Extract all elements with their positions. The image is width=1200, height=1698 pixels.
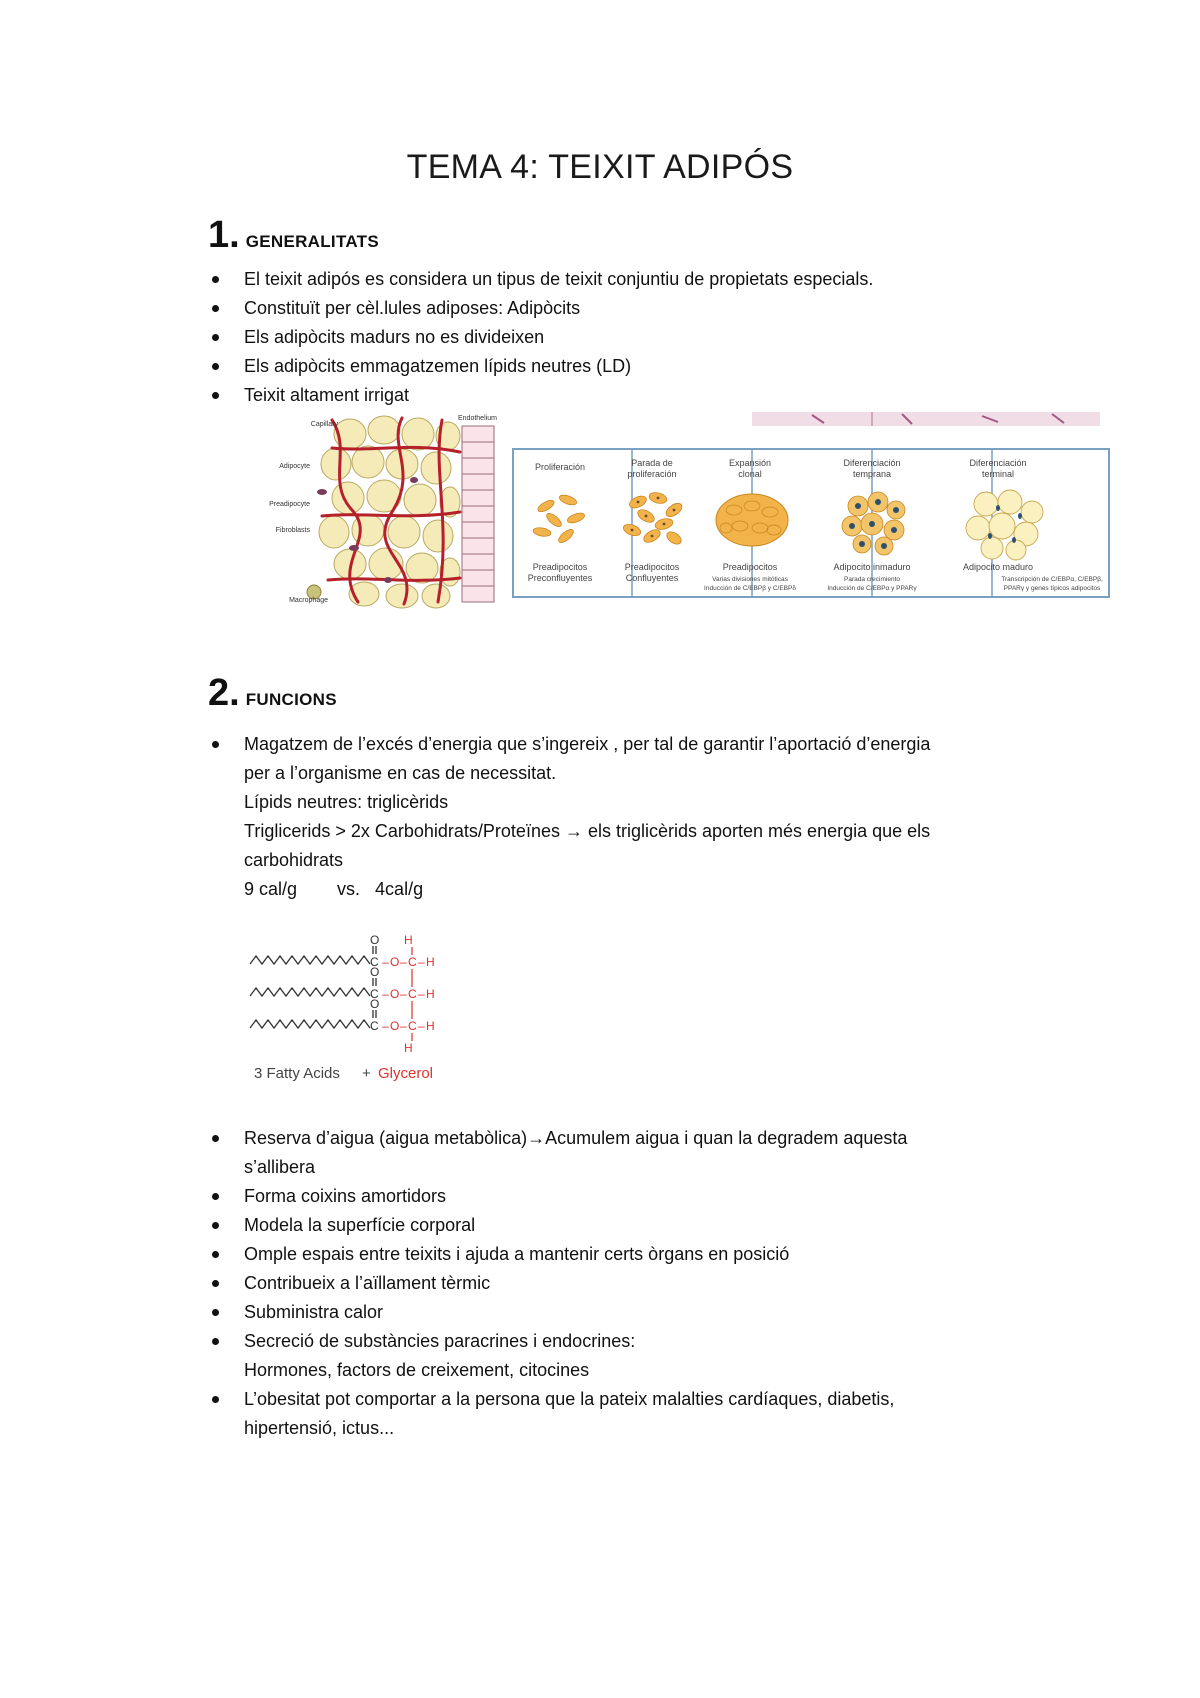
stage-cell-sub: Confluyentes [625, 573, 679, 583]
bullet-line: s’allibera [244, 1157, 316, 1177]
stage-title-line2: proliferación [627, 469, 677, 479]
label-fibroblasts: Fibroblasts [275, 527, 310, 534]
bullet-line: per a l’organisme en cas de necessitat. [244, 763, 557, 783]
bullet-item [208, 1269, 1038, 1298]
section-title: GENERALITATS [245, 232, 380, 251]
bullet-line: Reserva d’aigua (aigua metabòlica)→Acumulem aigua i quan la degradem aquesta [244, 1128, 908, 1148]
bond: – [382, 955, 389, 969]
glycerol-label: Glycerol [378, 1065, 434, 1082]
hydrogen-atom: H [404, 1041, 413, 1055]
carbon-atom: C [408, 1019, 417, 1033]
stage-title: Diferenciación [843, 458, 901, 468]
bullet-line: Hormones, factors de creixement, citocines [244, 1360, 590, 1380]
label-macrophage: Macrophage [289, 597, 328, 604]
stage-cell: Adipocito maduro [962, 562, 1034, 572]
section-2-heading [208, 672, 337, 715]
bullet-line: Modela la superfície corporal [244, 1215, 476, 1235]
bullet-item: Els adipòcits emmagatzemen lípids neutres (LD) [208, 352, 1038, 381]
triglyceride-structure-diagram [244, 930, 464, 1082]
bullet-item [208, 1298, 1038, 1327]
page-title: TEMA 4: TEIXIT ADIPÓS [406, 148, 794, 186]
hydrogen-atom: H [426, 955, 435, 969]
bullet-line: hipertensió, ictus... [244, 1418, 395, 1438]
carbonyl-atoms [370, 933, 379, 1033]
section-title: FUNCIONS [245, 690, 337, 709]
section-2-first-bullet [208, 730, 1038, 904]
bullet-line: carbohidrats [244, 850, 344, 870]
section-number: 2. [208, 672, 240, 714]
section-1-heading [208, 214, 379, 257]
carbon-atom: C [408, 987, 417, 1001]
bullet-item: Teixit altament irrigat [208, 381, 1038, 410]
stage-note: Inducción de C/EBPβ y C/EBPδ [704, 585, 796, 592]
stage-cell-sub: Preconfluyentes [527, 573, 593, 583]
stage-title: Parada de [631, 458, 673, 468]
bond: – [382, 987, 389, 1001]
label-preadipocyte: Preadipocyte [269, 501, 310, 508]
stage-title-line2: terminal [981, 469, 1015, 479]
oxygen-atom: O [370, 997, 380, 1011]
bond: – [418, 955, 425, 969]
hydrogen-atom: H [404, 933, 413, 947]
bullet-line: L’obesitat pot comportar a la persona que la pateix malalties cardíaques, diabetis, [244, 1389, 895, 1409]
bullet-line: Triglicerids > 2x Carbohidrats/Proteïnes → els triglicèrids aporten més energia que els [244, 821, 931, 841]
adipocyte-differentiation-diagram [512, 448, 1110, 598]
stage-title: Expansión [728, 458, 772, 468]
bullet-item [208, 1385, 1038, 1443]
stage-note: Varias divisiones mitóticas [712, 576, 788, 583]
oxygen-atom: O [390, 955, 400, 969]
stage-cell: Preadipocitos [532, 562, 588, 572]
bullet-item: El teixit adipós es considera un tipus de teixit conjuntiu de propietats especials. [208, 265, 1038, 294]
bullet-item-energy-storage [208, 730, 1038, 904]
stage-cell: Adipocito inmaduro [833, 562, 911, 572]
plus-sign: + [362, 1065, 371, 1082]
oxygen-atom: O [370, 965, 380, 979]
section-2-bullets [208, 1124, 1038, 1443]
stage-note: Transcripción de C/EBPα, C/EBPβ, [1001, 576, 1103, 583]
bond: – [418, 1019, 425, 1033]
label-endothelium: Endothelium [458, 415, 497, 422]
bullet-line: Secreció de substàncies paracrines i endocrines: [244, 1331, 636, 1351]
bullet-item: Constituït per cèl.lules adiposes: Adipòcits [208, 294, 1038, 323]
bond: – [400, 1019, 407, 1033]
endothelium-column [462, 426, 494, 602]
bond: – [400, 987, 407, 1001]
carbon-atom: C [370, 955, 379, 969]
stage-note: Inducción de C/EBPα y PPARγ [827, 585, 917, 592]
bullet-item [208, 1240, 1038, 1269]
histology-strip [752, 412, 1100, 426]
carbon-atom: C [408, 955, 417, 969]
bullet-item [208, 1124, 1038, 1182]
oxygen-atom: O [370, 933, 380, 947]
fatty-acid-chains [250, 946, 376, 1028]
bullet-line: Magatzem de l’excés d’energia que s’ingereix , per tal de garantir l’aportació d’energia [244, 734, 931, 754]
tissue-labels [262, 412, 352, 612]
hydrogen-atom: H [426, 987, 435, 1001]
bullet-item [208, 1182, 1038, 1211]
stage-note: Parada crecimiento [844, 576, 900, 583]
bullet-item [208, 1211, 1038, 1240]
bullet-line: Lípids neutres: triglicèrids [244, 792, 449, 812]
stage-title: Proliferación [534, 462, 586, 472]
stage-note: PPARγ y genes típicos adipocitos [1003, 585, 1101, 592]
bullet-line: 9 cal/g vs. 4cal/g [244, 879, 424, 899]
bond: – [382, 1019, 389, 1033]
carbon-atom: C [370, 987, 379, 1001]
bullet-item: Els adipòcits madurs no es divideixen [208, 323, 1038, 352]
bullet-line: Omple espais entre teixits i ajuda a mantenir certs òrgans en posició [244, 1244, 790, 1264]
oxygen-atom: O [390, 1019, 400, 1033]
fatty-acids-label: 3 Fatty Acids [254, 1065, 340, 1082]
stage-title-line2: temprana [852, 469, 892, 479]
bullet-line: Forma coixins amortidors [244, 1186, 447, 1206]
oxygen-atom: O [390, 987, 400, 1001]
stage-cell: Preadipocitos [624, 562, 680, 572]
label-adipocyte: Adipocyte [279, 463, 310, 470]
bullet-item [208, 1327, 1038, 1385]
endothelium-label-box [456, 410, 506, 424]
glycerol-atoms [382, 933, 435, 1055]
stage-title: Diferenciación [969, 458, 1027, 468]
bond: – [400, 955, 407, 969]
section-1-bullets [208, 265, 1038, 410]
hydrogen-atom: H [426, 1019, 435, 1033]
stage-title-line2: clonal [738, 469, 762, 479]
bullet-line: Contribueix a l’aïllament tèrmic [244, 1273, 491, 1293]
bullet-line: Subministra calor [244, 1302, 384, 1322]
bond: – [418, 987, 425, 1001]
label-capillary: Capillary [310, 421, 338, 428]
stage-cell: Preadipocitos [722, 562, 778, 572]
carbon-atom: C [370, 1019, 379, 1033]
section-number: 1. [208, 214, 240, 256]
